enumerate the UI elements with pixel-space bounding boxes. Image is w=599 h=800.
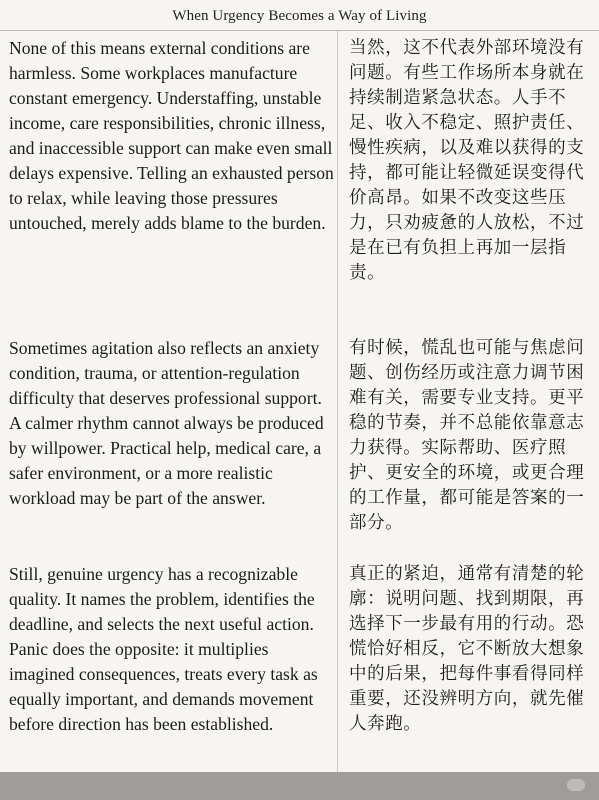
english-paragraph-3: Still, genuine urgency has a recognizable quality. It names the problem, identifies the deadline, and selects the next useful action. Panic does the opposite: it multiplies imagined consequences, treats every task as equally important, and demands movement before direction has been established.: [9, 564, 318, 734]
english-paragraph-1: None of this means external conditions are harmless. Some workplaces manufacture constant emergency. Understaffing, unstable income, care responsibilities, chronic illness, and inaccessible support can make even small delays expensive. Telling an exhausted person to relax, while leaving those pressures untouched, merely adds blame to the burden.: [9, 38, 334, 233]
watermark-badge-icon: [567, 779, 585, 791]
english-paragraph-2: Sometimes agitation also reflects an anxiety condition, trauma, or attention-regulation difficulty that deserves professional support. A calmer rhythm cannot always be produced by willpower. Practical help, medical care, a safer environment, or a more realistic workload may be part of the answer.: [9, 338, 324, 508]
running-header: When Urgency Becomes a Way of Living: [172, 8, 427, 24]
chinese-paragraph-3: 真正的紧迫，通常有清楚的轮廓：说明问题、找到期限，再选择下一步最有用的行动。恐慌恰好相反，它不断放大想象中的后果，把每件事看得同样重要，还没辨明方向，就先催人奔跑。: [349, 564, 585, 734]
chinese-paragraph-1: 当然，这不代表外部环境没有问题。有些工作场所本身就在持续制造紧急状态。人手不足、收入不稳定、照护责任、慢性疾病，以及难以获得的支持，都可能让轻微延误变得代价高昂。如果不改变这些压力，只劝疲惫的人放松，不过是在已有负担上再加一层指责。: [349, 38, 585, 283]
footer-bar: [0, 772, 599, 800]
chinese-paragraph-2: 有时候，慌乱也可能与焦虑问题、创伤经历或注意力调节困难有关，需要专业支持。更平稳的节奏，并不总能依靠意志力获得。实际帮助、医疗照护、更安全的环境，或更合理的工作量，都可能是答案的一部分。: [349, 338, 585, 533]
column-divider: [337, 31, 338, 772]
header-divider: [0, 30, 599, 31]
